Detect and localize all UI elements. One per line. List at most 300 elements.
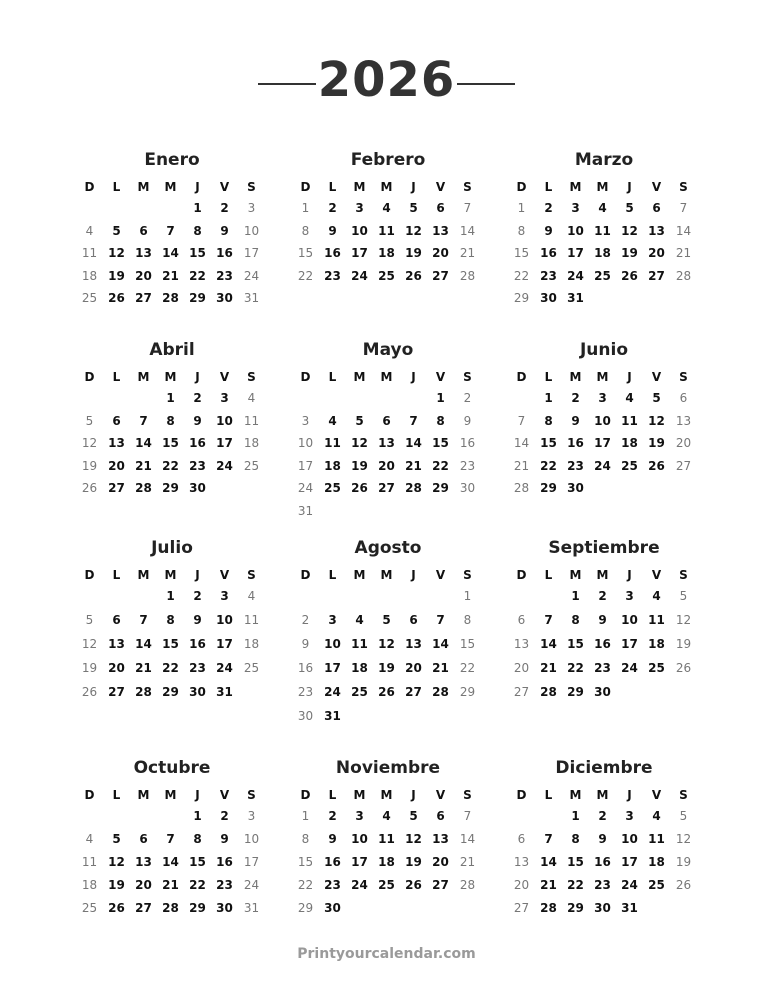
weekday-header: V (651, 788, 662, 802)
day-cell: 19 (621, 246, 638, 260)
day-cell: 19 (108, 268, 125, 283)
day-cell: 9 (598, 613, 607, 627)
day-cell: 22 (189, 268, 206, 283)
day-cell: 16 (216, 855, 233, 869)
day-cell: 10 (243, 832, 260, 846)
weekday-header: S (679, 370, 688, 384)
day-cell: 5 (112, 832, 121, 846)
day-cell: 13 (432, 223, 449, 238)
day-cell: 31 (297, 503, 314, 518)
day-cell: 8 (193, 223, 202, 238)
weekday-header: J (627, 370, 632, 384)
month-name: Mayo (362, 340, 414, 360)
day-cell: 24 (567, 268, 584, 283)
day-cell: 14 (162, 246, 179, 260)
day-cell: 14 (675, 223, 692, 238)
weekday-header: D (300, 788, 311, 802)
weekday-header: M (137, 788, 150, 802)
day-cell: 1 (436, 391, 445, 405)
weekday-header: J (627, 788, 632, 802)
weekday-header: L (544, 180, 553, 194)
day-cell: 12 (648, 413, 665, 428)
day-cell: 3 (220, 391, 229, 405)
day-cell: 2 (463, 391, 472, 405)
day-cell: 5 (625, 201, 634, 215)
day-cell: 14 (513, 436, 530, 450)
day-cell: 7 (166, 223, 175, 238)
day-cell: 24 (324, 685, 341, 699)
day-cell: 19 (405, 855, 422, 869)
day-cell: 10 (621, 613, 638, 627)
day-cell: 9 (220, 223, 229, 238)
weekday-header: M (380, 370, 393, 384)
weekday-header: S (679, 568, 688, 582)
weekday-header: M (353, 370, 366, 384)
day-cell: 27 (675, 458, 692, 473)
day-cell: 10 (351, 223, 368, 238)
day-cell: 28 (162, 291, 179, 305)
day-cell: 15 (567, 855, 584, 869)
day-cell: 7 (544, 832, 553, 846)
day-cell: 20 (378, 458, 395, 473)
weekday-header: L (544, 370, 553, 384)
day-cell: 13 (135, 246, 152, 260)
weekday-header: D (516, 180, 527, 194)
day-cell: 11 (243, 613, 260, 627)
day-cell: 17 (351, 246, 368, 260)
day-cell: 8 (517, 223, 526, 238)
day-cell: 31 (243, 901, 260, 915)
day-cell: 26 (81, 481, 98, 495)
day-cell: 25 (243, 458, 260, 473)
day-cell: 3 (301, 413, 310, 428)
day-cell: 19 (378, 661, 395, 675)
day-cell: 6 (517, 613, 526, 627)
day-cell: 20 (432, 246, 449, 260)
day-cell: 9 (193, 613, 202, 627)
day-cell: 17 (567, 246, 584, 260)
day-cell: 5 (355, 413, 364, 428)
day-cell: 14 (459, 832, 476, 846)
day-cell: 28 (162, 901, 179, 915)
day-cell: 17 (243, 855, 260, 869)
weekday-header: J (195, 568, 200, 582)
day-cell: 5 (112, 223, 121, 238)
day-cell: 27 (108, 685, 125, 699)
day-cell: 9 (571, 413, 580, 428)
day-cell: 17 (594, 436, 611, 450)
day-cell: 15 (459, 637, 476, 651)
day-cell: 27 (405, 685, 422, 699)
day-cell: 11 (594, 223, 611, 238)
weekday-header: L (112, 180, 121, 194)
day-cell: 14 (135, 637, 152, 651)
day-cell: 17 (243, 246, 260, 260)
day-cell: 14 (405, 436, 422, 450)
day-cell: 13 (513, 855, 530, 869)
day-cell: 1 (166, 391, 175, 405)
weekday-header: D (300, 568, 311, 582)
day-cell: 14 (432, 637, 449, 651)
weekday-header: D (84, 568, 95, 582)
day-cell: 17 (324, 661, 341, 675)
day-cell: 28 (540, 685, 557, 699)
day-cell: 28 (540, 901, 557, 915)
day-cell: 30 (216, 901, 233, 915)
day-cell: 14 (540, 855, 557, 869)
day-cell: 18 (648, 855, 665, 869)
day-cell: 4 (625, 391, 634, 405)
day-cell: 19 (405, 246, 422, 260)
month-name: Agosto (354, 538, 422, 558)
day-cell: 5 (679, 809, 688, 823)
day-cell: 19 (81, 661, 98, 675)
day-cell: 3 (598, 391, 607, 405)
weekday-header: M (353, 788, 366, 802)
day-cell: 22 (297, 878, 314, 892)
day-cell: 19 (675, 637, 692, 651)
day-cell: 25 (378, 878, 395, 892)
day-cell: 17 (351, 855, 368, 869)
weekday-header: V (219, 568, 230, 582)
day-cell: 5 (409, 809, 418, 823)
weekday-header: V (435, 788, 446, 802)
weekday-header: M (596, 568, 609, 582)
day-cell: 11 (81, 855, 98, 869)
day-cell: 24 (243, 878, 260, 892)
day-cell: 22 (567, 878, 584, 892)
day-cell: 1 (571, 589, 580, 603)
day-cell: 8 (301, 832, 310, 846)
day-cell: 3 (625, 809, 634, 823)
weekday-header: V (435, 180, 446, 194)
day-cell: 2 (193, 589, 202, 603)
weekday-header: L (328, 370, 337, 384)
day-cell: 1 (301, 809, 310, 823)
day-cell: 25 (81, 291, 98, 305)
day-cell: 20 (135, 268, 152, 283)
day-cell: 23 (324, 878, 341, 892)
day-cell: 7 (679, 201, 688, 215)
day-cell: 16 (297, 661, 314, 675)
day-cell: 30 (594, 901, 611, 915)
title-rule-right (457, 83, 515, 85)
day-cell: 18 (378, 855, 395, 869)
day-cell: 7 (544, 613, 553, 627)
day-cell: 17 (216, 436, 233, 450)
day-cell: 8 (463, 613, 472, 627)
day-cell: 7 (166, 832, 175, 846)
day-cell: 31 (324, 709, 341, 723)
weekday-header: L (544, 568, 553, 582)
day-cell: 15 (162, 436, 179, 450)
day-cell: 11 (648, 613, 665, 627)
day-cell: 24 (594, 458, 611, 473)
day-cell: 3 (571, 201, 580, 215)
day-cell: 26 (621, 268, 638, 283)
day-cell: 29 (540, 481, 557, 495)
day-cell: 24 (297, 481, 314, 495)
day-cell: 8 (301, 223, 310, 238)
day-cell: 29 (189, 291, 206, 305)
day-cell: 6 (139, 223, 148, 238)
day-cell: 29 (297, 901, 314, 915)
day-cell: 24 (621, 661, 638, 675)
weekday-header: M (596, 788, 609, 802)
weekday-header: S (247, 788, 256, 802)
day-cell: 14 (135, 436, 152, 450)
day-cell: 29 (567, 901, 584, 915)
weekday-header: V (651, 568, 662, 582)
day-cell: 1 (166, 589, 175, 603)
day-cell: 30 (594, 685, 611, 699)
day-cell: 17 (621, 855, 638, 869)
day-cell: 10 (351, 832, 368, 846)
day-cell: 12 (405, 223, 422, 238)
day-cell: 5 (382, 613, 391, 627)
day-cell: 10 (324, 637, 341, 651)
day-cell: 4 (382, 201, 391, 215)
day-cell: 7 (463, 809, 472, 823)
day-cell: 7 (436, 613, 445, 627)
day-cell: 27 (135, 901, 152, 915)
day-cell: 23 (567, 458, 584, 473)
weekday-header: D (516, 370, 527, 384)
day-cell: 20 (432, 855, 449, 869)
day-cell: 19 (351, 458, 368, 473)
day-cell: 31 (621, 901, 638, 915)
weekday-header: V (651, 370, 662, 384)
weekday-header: J (411, 370, 416, 384)
day-cell: 4 (598, 201, 607, 215)
weekday-header: J (195, 370, 200, 384)
day-cell: 12 (378, 637, 395, 651)
day-cell: 12 (405, 832, 422, 846)
day-cell: 26 (351, 481, 368, 495)
day-cell: 12 (81, 637, 98, 651)
weekday-header: J (195, 788, 200, 802)
day-cell: 9 (301, 637, 310, 651)
day-cell: 9 (220, 832, 229, 846)
day-cell: 15 (432, 436, 449, 450)
day-cell: 25 (243, 661, 260, 675)
day-cell: 16 (567, 436, 584, 450)
day-cell: 22 (540, 458, 557, 473)
day-cell: 4 (652, 589, 661, 603)
day-cell: 25 (378, 268, 395, 283)
weekday-header: D (84, 370, 95, 384)
month-name: Junio (579, 340, 629, 360)
weekday-header: M (569, 370, 582, 384)
weekday-header: S (247, 370, 256, 384)
day-cell: 5 (409, 201, 418, 215)
day-cell: 16 (324, 246, 341, 260)
day-cell: 20 (108, 458, 125, 473)
weekday-header: S (463, 370, 472, 384)
day-cell: 23 (216, 878, 233, 892)
day-cell: 20 (513, 878, 530, 892)
month-name: Diciembre (555, 758, 653, 778)
day-cell: 10 (297, 436, 314, 450)
day-cell: 18 (648, 637, 665, 651)
day-cell: 11 (324, 436, 341, 450)
day-cell: 27 (108, 481, 125, 495)
weekday-header: S (463, 568, 472, 582)
day-cell: 21 (162, 878, 179, 892)
day-cell: 4 (355, 613, 364, 627)
day-cell: 4 (328, 413, 337, 428)
day-cell: 18 (81, 268, 98, 283)
weekday-header: L (544, 788, 553, 802)
day-cell: 8 (436, 413, 445, 428)
day-cell: 21 (135, 661, 152, 675)
day-cell: 15 (513, 246, 530, 260)
day-cell: 21 (675, 246, 692, 260)
day-cell: 2 (328, 809, 337, 823)
day-cell: 26 (108, 901, 125, 915)
day-cell: 6 (517, 832, 526, 846)
day-cell: 12 (675, 832, 692, 846)
weekday-header: S (679, 180, 688, 194)
day-cell: 8 (544, 413, 553, 428)
day-cell: 15 (189, 855, 206, 869)
day-cell: 16 (459, 436, 476, 450)
day-cell: 14 (540, 637, 557, 651)
month-name: Enero (144, 150, 200, 170)
year-title: 2026 (317, 52, 456, 108)
day-cell: 29 (513, 291, 530, 305)
day-cell: 2 (544, 201, 553, 215)
day-cell: 10 (567, 223, 584, 238)
weekday-header: M (569, 788, 582, 802)
day-cell: 13 (135, 855, 152, 869)
weekday-header: J (411, 568, 416, 582)
day-cell: 10 (216, 613, 233, 627)
day-cell: 31 (216, 685, 233, 699)
day-cell: 6 (436, 201, 445, 215)
weekday-header: L (328, 180, 337, 194)
day-cell: 21 (135, 458, 152, 473)
day-cell: 12 (81, 436, 98, 450)
day-cell: 23 (189, 458, 206, 473)
weekday-header: M (380, 180, 393, 194)
day-cell: 23 (324, 268, 341, 283)
weekday-header: D (84, 788, 95, 802)
day-cell: 23 (459, 458, 476, 473)
weekday-header: M (596, 370, 609, 384)
day-cell: 20 (135, 878, 152, 892)
day-cell: 10 (621, 832, 638, 846)
day-cell: 12 (621, 223, 638, 238)
day-cell: 16 (594, 855, 611, 869)
weekday-header: V (435, 568, 446, 582)
day-cell: 10 (243, 223, 260, 238)
weekday-header: V (435, 370, 446, 384)
day-cell: 1 (517, 201, 526, 215)
day-cell: 13 (648, 223, 665, 238)
day-cell: 22 (513, 268, 530, 283)
day-cell: 12 (675, 613, 692, 627)
day-cell: 27 (648, 268, 665, 283)
weekday-header: S (247, 180, 256, 194)
day-cell: 10 (594, 413, 611, 428)
day-cell: 3 (328, 613, 337, 627)
weekday-header: L (112, 568, 121, 582)
day-cell: 15 (297, 855, 314, 869)
day-cell: 27 (432, 268, 449, 283)
day-cell: 23 (216, 268, 233, 283)
day-cell: 21 (162, 268, 179, 283)
day-cell: 26 (405, 268, 422, 283)
day-cell: 29 (567, 685, 584, 699)
day-cell: 2 (571, 391, 580, 405)
day-cell: 21 (432, 661, 449, 675)
month-name: Julio (151, 538, 193, 558)
day-cell: 1 (571, 809, 580, 823)
weekday-header: M (164, 180, 177, 194)
day-cell: 24 (216, 458, 233, 473)
day-cell: 18 (243, 436, 260, 450)
day-cell: 25 (351, 685, 368, 699)
day-cell: 27 (135, 291, 152, 305)
day-cell: 23 (594, 661, 611, 675)
weekday-header: M (137, 180, 150, 194)
weekday-header: D (516, 788, 527, 802)
weekday-header: J (411, 180, 416, 194)
day-cell: 26 (648, 458, 665, 473)
day-cell: 6 (112, 613, 121, 627)
day-cell: 1 (193, 809, 202, 823)
day-cell: 24 (243, 268, 260, 283)
day-cell: 4 (382, 809, 391, 823)
day-cell: 18 (243, 637, 260, 651)
day-cell: 25 (81, 901, 98, 915)
weekday-header: V (219, 788, 230, 802)
weekday-header: S (463, 788, 472, 802)
day-cell: 16 (594, 637, 611, 651)
month-name: Noviembre (335, 758, 441, 778)
day-cell: 8 (571, 613, 580, 627)
day-cell: 20 (675, 436, 692, 450)
day-cell: 6 (112, 413, 121, 428)
weekday-header: J (627, 568, 632, 582)
day-cell: 4 (652, 809, 661, 823)
month-name: Abril (149, 340, 195, 360)
day-cell: 3 (355, 809, 364, 823)
footer-website: Printyourcalendar.com (297, 946, 476, 962)
day-cell: 19 (81, 458, 98, 473)
day-cell: 22 (567, 661, 584, 675)
day-cell: 9 (598, 832, 607, 846)
weekday-header: L (112, 788, 121, 802)
day-cell: 15 (297, 246, 314, 260)
day-cell: 18 (378, 246, 395, 260)
day-cell: 5 (85, 613, 94, 627)
day-cell: 15 (162, 637, 179, 651)
weekday-header: M (380, 568, 393, 582)
day-cell: 30 (297, 709, 314, 723)
weekday-header: L (112, 370, 121, 384)
day-cell: 13 (675, 413, 692, 428)
day-cell: 13 (432, 832, 449, 846)
day-cell: 12 (108, 246, 125, 260)
weekday-header: S (463, 180, 472, 194)
day-cell: 3 (247, 201, 256, 215)
day-cell: 13 (378, 436, 395, 450)
day-cell: 30 (189, 481, 206, 495)
day-cell: 18 (594, 246, 611, 260)
day-cell: 2 (193, 391, 202, 405)
